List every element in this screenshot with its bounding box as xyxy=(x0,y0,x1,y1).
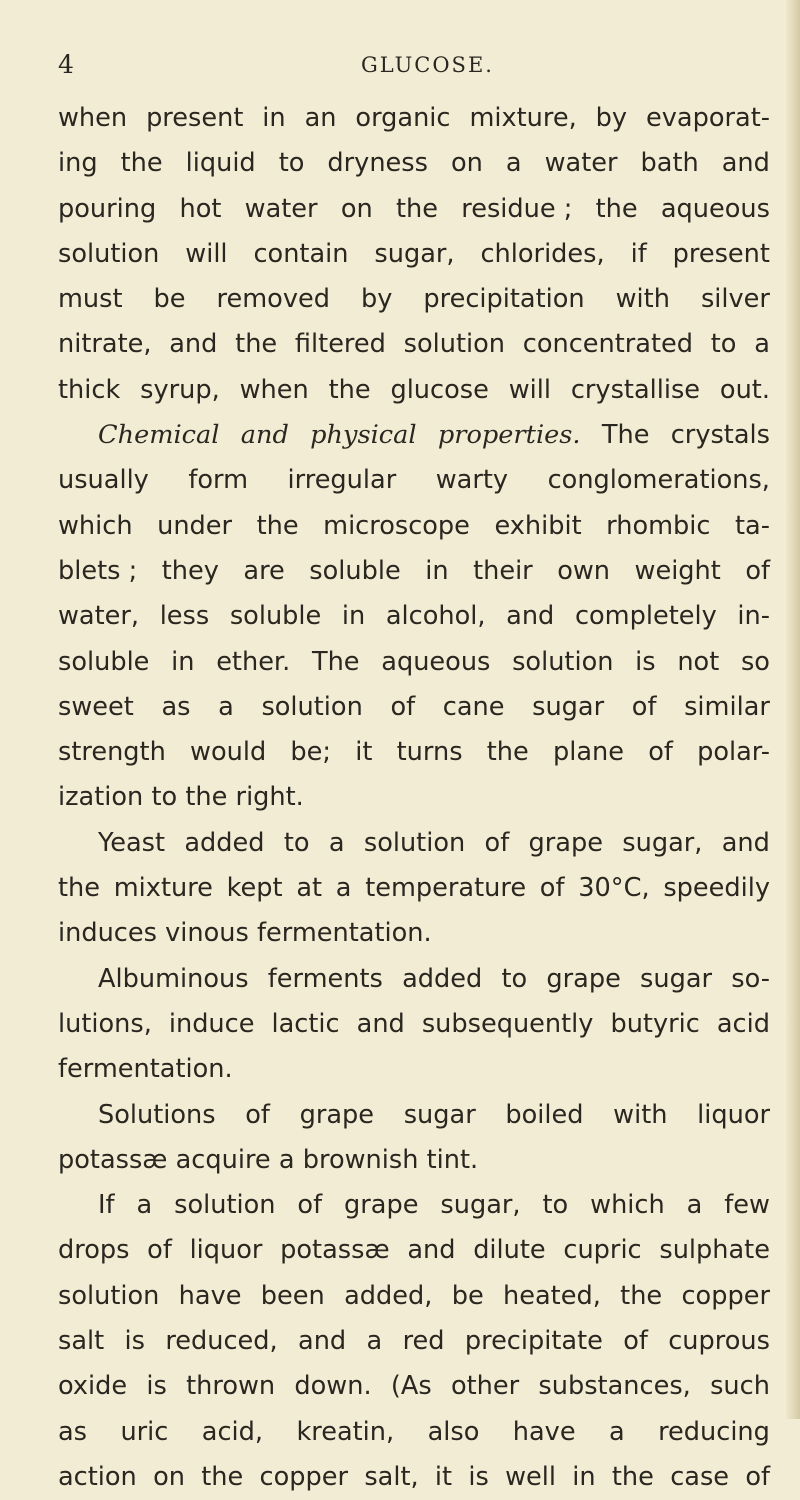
word: well xyxy=(505,1461,556,1492)
word: to xyxy=(501,963,528,994)
word: a xyxy=(686,1190,703,1221)
word: filtered xyxy=(294,329,386,360)
text-line xyxy=(58,775,770,820)
word: salt, xyxy=(364,1461,419,1492)
word: a xyxy=(366,1326,383,1357)
word: grape xyxy=(546,963,621,994)
word: reducing xyxy=(658,1416,770,1447)
text-line xyxy=(58,458,770,503)
word: when xyxy=(239,374,309,405)
section-heading-word: and xyxy=(240,420,289,451)
word: to xyxy=(151,782,178,813)
word: irregular xyxy=(287,465,397,496)
word: tint. xyxy=(426,1144,479,1175)
word: the xyxy=(58,873,101,904)
word: of xyxy=(539,873,565,904)
word: of xyxy=(648,737,673,768)
word: soluble xyxy=(58,646,150,677)
word: so xyxy=(740,646,770,677)
text-line xyxy=(58,640,770,685)
word: cupric xyxy=(563,1235,642,1266)
word: water xyxy=(244,193,318,224)
word: liquid xyxy=(185,148,256,179)
word: a xyxy=(218,691,234,722)
word: warty xyxy=(435,465,509,496)
word: boiled xyxy=(505,1099,584,1130)
word: and xyxy=(721,827,770,858)
word: syrup, xyxy=(140,374,220,405)
word: not xyxy=(677,646,720,677)
body-text xyxy=(58,96,770,1500)
word: water xyxy=(544,148,618,179)
text-line xyxy=(58,1364,770,1409)
word: added xyxy=(402,963,483,994)
word: to xyxy=(283,827,310,858)
word: of xyxy=(484,827,510,858)
word: as xyxy=(161,691,191,722)
word: and xyxy=(407,1235,456,1266)
word: a xyxy=(505,148,522,179)
word: red xyxy=(402,1326,445,1357)
word: solution xyxy=(403,329,505,360)
word: evaporat- xyxy=(646,103,770,133)
word: which xyxy=(590,1190,665,1221)
word: weight xyxy=(634,555,721,586)
word: vinous xyxy=(165,918,249,949)
word: and xyxy=(506,601,555,632)
word: potassæ xyxy=(280,1235,390,1266)
word: solution xyxy=(58,1280,160,1311)
word: will xyxy=(508,374,551,405)
word: they xyxy=(161,555,219,586)
word: kreatin, xyxy=(296,1416,395,1447)
word: precipitate xyxy=(464,1326,603,1357)
word: it xyxy=(355,737,373,768)
text-line xyxy=(58,594,770,639)
word: action xyxy=(58,1461,137,1492)
text-line xyxy=(58,821,770,866)
word: have xyxy=(178,1280,242,1311)
word: the xyxy=(595,193,638,224)
word: the xyxy=(486,737,529,768)
word: rhombic xyxy=(606,510,711,541)
running-head xyxy=(58,50,758,84)
text-line xyxy=(58,685,770,730)
word: as xyxy=(58,1416,88,1447)
word: blets ; xyxy=(58,555,138,586)
word: of xyxy=(245,1099,270,1130)
word: soluble xyxy=(309,555,401,586)
page-number: 4 xyxy=(58,50,74,79)
word: brownish xyxy=(302,1144,419,1175)
word: to xyxy=(542,1190,569,1221)
running-title: GLUCOSE. xyxy=(361,53,494,77)
word: by xyxy=(595,103,628,133)
word: oxide xyxy=(58,1371,128,1402)
word: polar- xyxy=(697,737,770,768)
text-line xyxy=(58,413,770,458)
word: which xyxy=(58,510,133,541)
word: of xyxy=(745,1461,770,1492)
page-edge-shadow xyxy=(786,0,800,1419)
text-line xyxy=(58,1274,770,1319)
word: aqueous xyxy=(660,193,770,224)
word: in xyxy=(171,646,195,677)
word: sugar xyxy=(532,691,605,722)
word: an xyxy=(304,103,337,133)
section-heading-word: Chemical xyxy=(98,420,220,451)
word: grape xyxy=(299,1099,375,1130)
word: plane xyxy=(552,737,624,768)
word: in xyxy=(572,1461,596,1492)
word: speedily xyxy=(663,873,770,904)
word: the xyxy=(120,148,163,179)
word: dilute xyxy=(473,1235,546,1266)
word: is xyxy=(124,1326,145,1357)
word: lactic xyxy=(271,1008,340,1039)
word: silver xyxy=(700,284,770,315)
word: copper xyxy=(259,1461,349,1492)
word: sugar, xyxy=(622,827,703,858)
text-line xyxy=(58,277,770,322)
word: salt xyxy=(58,1326,105,1357)
word: nitrate, xyxy=(58,329,152,360)
text-line xyxy=(58,1138,770,1183)
word: of xyxy=(623,1326,648,1357)
word: cane xyxy=(442,691,505,722)
text-line xyxy=(58,1002,770,1047)
word: Albuminous xyxy=(98,963,249,994)
word: to xyxy=(710,329,737,360)
word: case xyxy=(670,1461,730,1492)
text-line xyxy=(58,1093,770,1138)
word: in xyxy=(425,555,449,586)
word: if xyxy=(630,238,647,269)
word: the xyxy=(201,1461,244,1492)
word: glucose xyxy=(390,374,489,405)
word: a xyxy=(754,329,770,360)
word: induce xyxy=(168,1008,255,1039)
text-line xyxy=(58,1047,770,1092)
word: copper xyxy=(681,1280,770,1311)
word: will xyxy=(185,238,228,269)
word: strength xyxy=(58,737,166,768)
text-line xyxy=(58,141,770,186)
word: be xyxy=(451,1280,484,1311)
word: usually xyxy=(58,465,149,496)
word: dryness xyxy=(327,148,428,179)
word: solution xyxy=(174,1190,276,1221)
word: exhibit xyxy=(494,510,582,541)
word: to xyxy=(278,148,305,179)
word: sugar, xyxy=(374,238,455,269)
word: few xyxy=(724,1190,770,1221)
word: hot xyxy=(179,193,222,224)
word: grape xyxy=(528,827,603,858)
word: kept xyxy=(226,873,283,904)
word: is xyxy=(635,646,656,677)
word: added, xyxy=(344,1280,433,1311)
word: ferments xyxy=(267,963,383,994)
word: crystals xyxy=(670,420,770,451)
word: and xyxy=(298,1326,347,1357)
word: thrown xyxy=(186,1371,276,1402)
text-line xyxy=(58,232,770,277)
word: The xyxy=(601,420,650,451)
word: precipitation xyxy=(423,284,585,315)
word: aqueous xyxy=(381,646,491,677)
word: acid xyxy=(716,1008,770,1039)
word: grape xyxy=(344,1190,419,1221)
word: the xyxy=(185,782,228,813)
word: Solutions xyxy=(98,1099,216,1130)
word: butyric xyxy=(610,1008,700,1039)
word: fermentation. xyxy=(257,918,432,949)
word: fermentation. xyxy=(58,1054,233,1085)
word: such xyxy=(710,1371,770,1402)
word: soluble xyxy=(229,601,322,632)
word: it xyxy=(434,1461,453,1492)
word: the xyxy=(620,1280,663,1311)
word: cuprous xyxy=(668,1326,770,1357)
word: is xyxy=(146,1371,167,1402)
word: solution xyxy=(363,827,466,858)
word: a xyxy=(136,1190,153,1221)
word: of xyxy=(147,1235,172,1266)
word: present xyxy=(146,103,244,133)
word: added xyxy=(184,827,265,858)
word: right. xyxy=(235,782,304,813)
word: the xyxy=(256,510,299,541)
text-line xyxy=(58,730,770,775)
word: been xyxy=(260,1280,325,1311)
word: in xyxy=(341,601,366,632)
word: a xyxy=(608,1416,625,1447)
word: lutions, xyxy=(58,1008,152,1039)
word: have xyxy=(512,1416,576,1447)
word: induces xyxy=(58,918,157,949)
word: sulphate xyxy=(659,1235,770,1266)
word: less xyxy=(159,601,210,632)
word: liquor xyxy=(697,1099,770,1130)
word: similar xyxy=(684,691,770,722)
word: bath xyxy=(640,148,699,179)
word: in- xyxy=(737,601,770,632)
word: and xyxy=(721,148,770,179)
word: solution xyxy=(58,238,160,269)
word: sugar xyxy=(640,963,713,994)
word: solution xyxy=(261,691,363,722)
word: present xyxy=(672,238,770,269)
word: thick xyxy=(58,374,121,405)
word: The xyxy=(311,646,360,677)
word: substances, xyxy=(538,1371,691,1402)
word: in xyxy=(262,103,286,133)
word: on xyxy=(340,193,373,224)
word: must xyxy=(58,284,123,315)
word: ta- xyxy=(735,510,770,541)
word: the xyxy=(611,1461,654,1492)
text-line xyxy=(58,1228,770,1273)
word: down. xyxy=(294,1371,372,1402)
word: and xyxy=(356,1008,405,1039)
word: ing xyxy=(58,148,98,179)
word: temperature xyxy=(365,873,527,904)
word: with xyxy=(613,1099,668,1130)
word: on xyxy=(450,148,483,179)
word: subsequently xyxy=(421,1008,594,1039)
text-line xyxy=(58,866,770,911)
word: conglomerations, xyxy=(547,465,770,496)
word: so- xyxy=(731,963,770,994)
word: potassæ xyxy=(58,1144,168,1175)
word: sugar xyxy=(403,1099,476,1130)
text-line xyxy=(58,549,770,594)
word: other xyxy=(450,1371,520,1402)
word: residue ; xyxy=(461,193,573,224)
word: mixture, xyxy=(469,103,577,133)
word: and xyxy=(169,329,218,360)
word: mixture xyxy=(113,873,213,904)
word: ization xyxy=(58,782,144,813)
section-heading-word: physical xyxy=(310,420,417,451)
word: alcohol, xyxy=(385,601,486,632)
word: completely xyxy=(574,601,717,632)
word: is xyxy=(468,1461,489,1492)
word: own xyxy=(557,555,611,586)
word: the xyxy=(235,329,278,360)
word: would xyxy=(190,737,267,768)
text-line xyxy=(58,504,770,549)
word: contain xyxy=(253,238,349,269)
word: form xyxy=(188,465,249,496)
word: solution xyxy=(512,646,614,677)
word: of xyxy=(631,691,657,722)
word: sweet xyxy=(58,691,134,722)
word: ether. xyxy=(216,646,291,677)
word: of xyxy=(297,1190,323,1221)
word: are xyxy=(243,555,285,586)
word: 30°C, xyxy=(578,873,650,904)
word: on xyxy=(153,1461,185,1492)
word: the xyxy=(395,193,438,224)
text-line xyxy=(58,1319,770,1364)
word: sugar, xyxy=(440,1190,521,1221)
word: when xyxy=(58,103,128,133)
word: heated, xyxy=(503,1280,601,1311)
word: the xyxy=(328,374,371,405)
word: reduced, xyxy=(165,1326,278,1357)
text-line xyxy=(58,368,770,413)
word: under xyxy=(157,510,233,541)
section-heading-word: properties. xyxy=(437,420,581,451)
text-line xyxy=(58,1410,770,1455)
text-line xyxy=(58,322,770,367)
word: uric xyxy=(120,1416,169,1447)
word: be; xyxy=(290,737,332,768)
text-line xyxy=(58,1183,770,1228)
text-line xyxy=(58,187,770,232)
text-line xyxy=(58,957,770,1002)
word: crystallise xyxy=(570,374,701,405)
word: If xyxy=(98,1190,115,1221)
word: removed xyxy=(216,284,330,315)
word: with xyxy=(615,284,670,315)
word: a xyxy=(335,873,352,904)
word: acid, xyxy=(201,1416,264,1447)
word: microscope xyxy=(323,510,470,541)
word: pouring xyxy=(58,193,157,224)
word: concentrated xyxy=(522,329,694,360)
word: at xyxy=(296,873,323,904)
word: (As xyxy=(390,1371,432,1402)
text-line xyxy=(58,911,770,956)
word: be xyxy=(153,284,186,315)
word: acquire xyxy=(175,1144,271,1175)
word: of xyxy=(390,691,416,722)
word: a xyxy=(328,827,345,858)
word: by xyxy=(360,284,393,315)
word: liquor xyxy=(189,1235,263,1266)
word: organic xyxy=(355,103,451,133)
word: a xyxy=(278,1144,295,1175)
word: water, xyxy=(58,601,140,632)
text-line xyxy=(58,1455,770,1500)
word: turns xyxy=(396,737,463,768)
word: Yeast xyxy=(98,827,166,858)
word: drops xyxy=(58,1235,130,1266)
word: of xyxy=(745,555,770,586)
word: also xyxy=(427,1416,480,1447)
word: chlorides, xyxy=(480,238,605,269)
word: out. xyxy=(719,374,770,405)
text-line xyxy=(58,96,770,141)
word: their xyxy=(473,555,533,586)
